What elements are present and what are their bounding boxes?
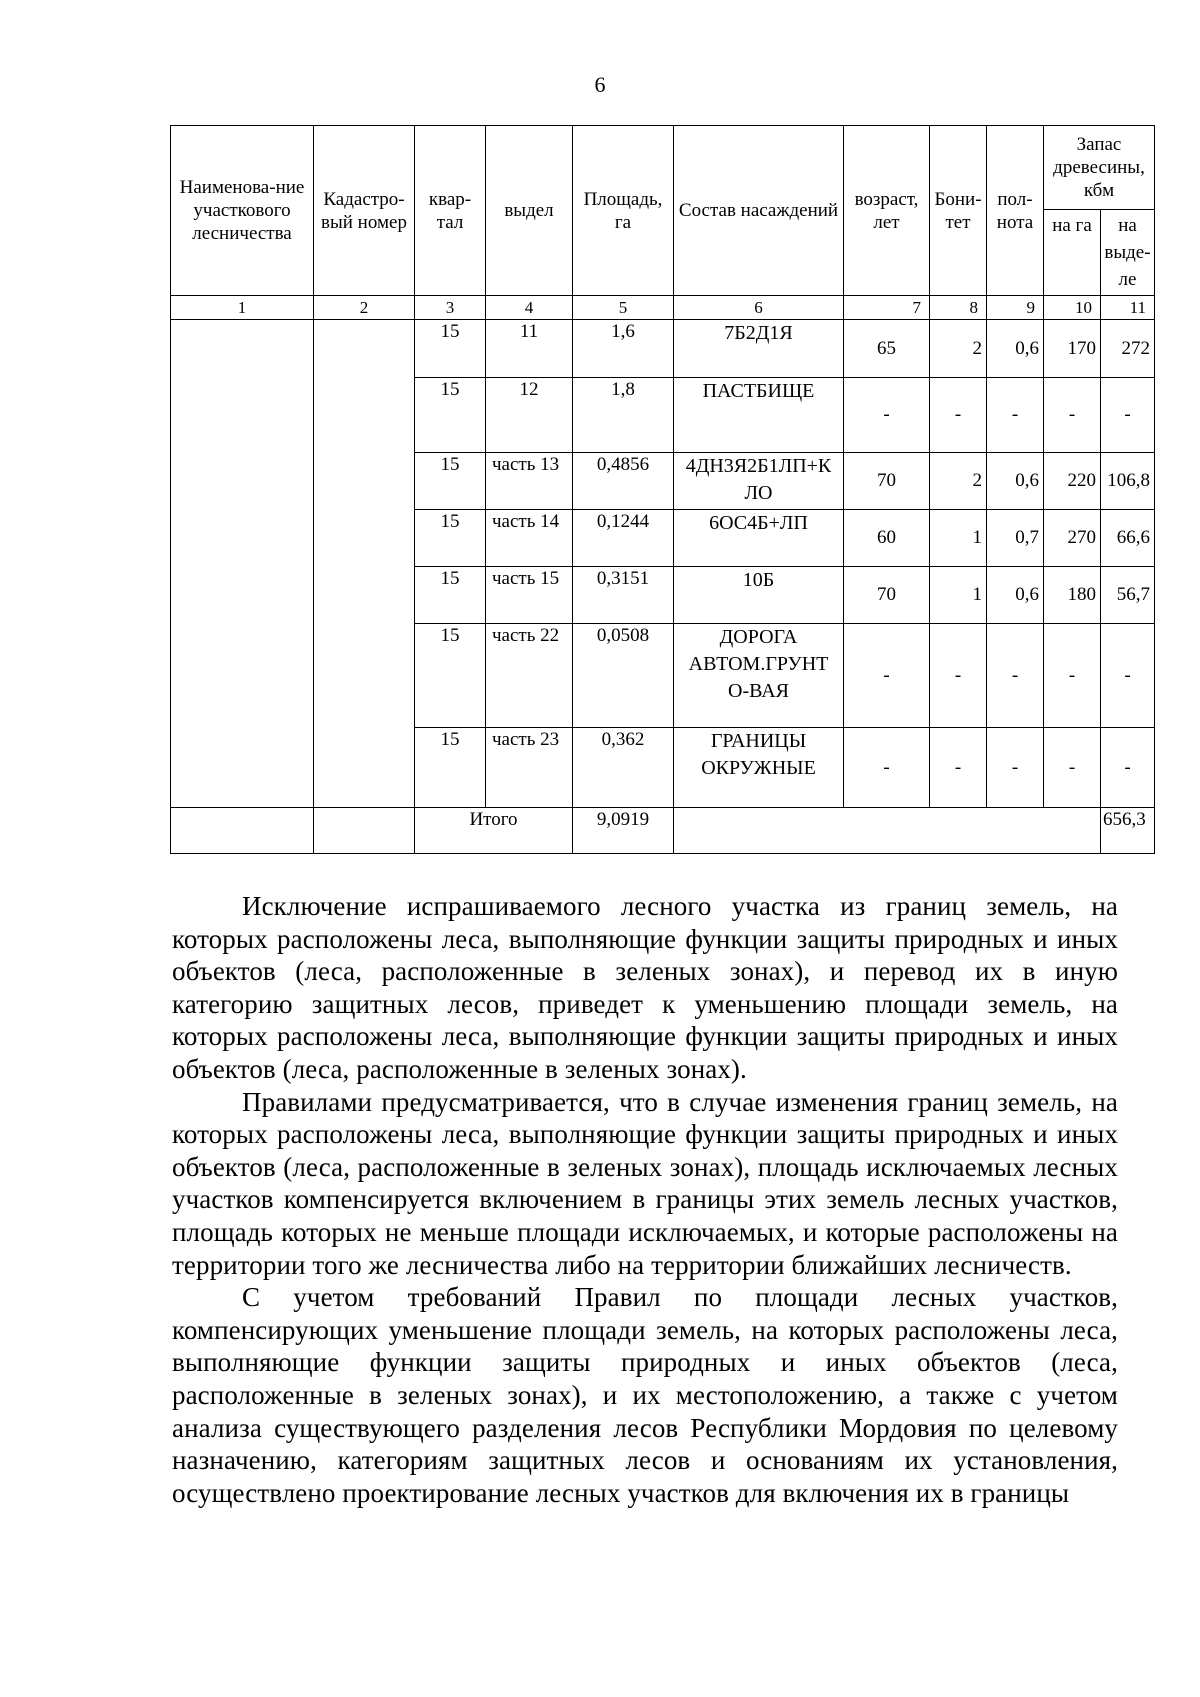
age-cell: 65 [844, 320, 930, 378]
polnota-cell: - [987, 378, 1044, 453]
polnota-cell: 0,7 [987, 510, 1044, 567]
col-number: 3 [415, 296, 486, 320]
stock-vydel-cell: 66,6 [1101, 510, 1155, 567]
stock-ha-cell: - [1044, 378, 1101, 453]
composition-cell: ДОРОГА АВТОМ.ГРУНТ О-ВАЯ [674, 624, 844, 728]
vydel-cell: часть 15 [486, 567, 573, 624]
paragraph: Правилами предусматривается, что в случае изменения границ земель, на которых расположены леса, выполняющие функции защиты природных и иных объектов (леса, расположенные в зеленых зонах), площадь исключаемых лесных участков компенсируется включением в границы этих земель лесных участков, площадь которых не меньше площади исключаемых, и которые расположены на территории того же лесничества либо на территории ближайших лесничеств. [172, 1086, 1118, 1280]
col-number: 1 [171, 296, 314, 320]
total-row [171, 808, 1155, 854]
polnota-cell: 0,6 [987, 567, 1044, 624]
header-age: возраст, лет [844, 126, 930, 296]
kvartal-cell: 15 [415, 510, 486, 567]
table-row [171, 320, 1155, 378]
total-stock: 656,3 [1101, 808, 1155, 854]
paragraph: С учетом требований Правил по площади лесных участков, компенсирующих уменьшение площади земель, на которых расположены леса, выполняющие функции защиты природных и иных объектов (леса, расположенные в зеленых зонах), и их местоположению, а также с учетом анализа существующего разделения лесов Республики Мордовия по целевому назначению, категориям защитных лесов и основаниям их установления, осуществлено проектирование лесных участков для включения их в границы [172, 1282, 1118, 1508]
vydel-cell: 12 [486, 378, 573, 453]
stock-ha-cell: 170 [1044, 320, 1101, 378]
total-empty-cell [171, 808, 314, 854]
composition-cell: 7Б2Д1Я [674, 320, 844, 378]
stock-vydel-cell: - [1101, 378, 1155, 453]
age-cell: 70 [844, 567, 930, 624]
bonitet-cell: - [930, 728, 987, 808]
age-cell: - [844, 728, 930, 808]
composition-cell: 10Б [674, 567, 844, 624]
kvartal-cell: 15 [415, 728, 486, 808]
page-number: 6 [594, 72, 606, 97]
col-number: 11 [1101, 296, 1155, 320]
polnota-cell: 0,6 [987, 453, 1044, 510]
polnota-cell: - [987, 624, 1044, 728]
stock-vydel-cell: 272 [1101, 320, 1155, 378]
bonitet-cell: 1 [930, 567, 987, 624]
total-area: 9,0919 [573, 808, 674, 854]
kvartal-cell: 15 [415, 624, 486, 728]
forest-plots-table [170, 125, 1155, 854]
composition-cell: 4ДН3Я2Б1ЛП+К ЛО [674, 453, 844, 510]
stock-vydel-cell: - [1101, 624, 1155, 728]
total-empty-cell [314, 808, 415, 854]
bonitet-cell: - [930, 378, 987, 453]
col-number: 6 [674, 296, 844, 320]
bonitet-cell: - [930, 624, 987, 728]
col-number: 10 [1044, 296, 1101, 320]
cadastral-number-cell [314, 320, 415, 808]
forestry-name-cell [171, 320, 314, 808]
age-cell: 60 [844, 510, 930, 567]
stock-vydel-cell: - [1101, 728, 1155, 808]
age-cell: 70 [844, 453, 930, 510]
kvartal-cell: 15 [415, 453, 486, 510]
area-cell: 1,6 [573, 320, 674, 378]
polnota-cell: - [987, 728, 1044, 808]
header-stock-per-ha: на га [1044, 210, 1101, 296]
bonitet-cell: 2 [930, 320, 987, 378]
age-cell: - [844, 624, 930, 728]
col-number: 5 [573, 296, 674, 320]
area-cell: 0,362 [573, 728, 674, 808]
col-number: 7 [844, 296, 930, 320]
area-cell: 0,1244 [573, 510, 674, 567]
body-text [172, 890, 1118, 1509]
kvartal-cell: 15 [415, 320, 486, 378]
vydel-cell: часть 22 [486, 624, 573, 728]
col-number: 2 [314, 296, 415, 320]
stock-vydel-cell: 56,7 [1101, 567, 1155, 624]
area-cell: 0,0508 [573, 624, 674, 728]
area-cell: 0,4856 [573, 453, 674, 510]
header-polnota: пол-нота [987, 126, 1044, 296]
header-vydel: выдел [486, 126, 573, 296]
col-number: 9 [987, 296, 1044, 320]
polnota-cell: 0,6 [987, 320, 1044, 378]
vydel-cell: часть 13 [486, 453, 573, 510]
vydel-cell: часть 23 [486, 728, 573, 808]
header-forestry-name: Наименова-ние участкового лесничества [171, 126, 314, 296]
stock-ha-cell: 270 [1044, 510, 1101, 567]
header-kvartal: квар-тал [415, 126, 486, 296]
vydel-cell: часть 14 [486, 510, 573, 567]
header-cadastral-number: Кадастро-вый номер [314, 126, 415, 296]
bonitet-cell: 2 [930, 453, 987, 510]
composition-cell: ГРАНИЦЫ ОКРУЖНЫЕ [674, 728, 844, 808]
column-numbers-row [171, 296, 1155, 320]
stock-ha-cell: 220 [1044, 453, 1101, 510]
stock-ha-cell: - [1044, 728, 1101, 808]
header-area: Площадь, га [573, 126, 674, 296]
total-empty-cell [674, 808, 1101, 854]
header-composition: Состав насаждений [674, 126, 844, 296]
header-timber-stock: Запас древесины, кбм [1044, 126, 1155, 210]
stock-vydel-cell: 106,8 [1101, 453, 1155, 510]
stock-ha-cell: 180 [1044, 567, 1101, 624]
age-cell: - [844, 378, 930, 453]
composition-cell: 6ОС4Б+ЛП [674, 510, 844, 567]
total-label: Итого [415, 808, 573, 854]
header-bonitet: Бони-тет [930, 126, 987, 296]
kvartal-cell: 15 [415, 567, 486, 624]
col-number: 4 [486, 296, 573, 320]
vydel-cell: 11 [486, 320, 573, 378]
kvartal-cell: 15 [415, 378, 486, 453]
col-number: 8 [930, 296, 987, 320]
stock-ha-cell: - [1044, 624, 1101, 728]
header-stock-per-vydel: на выде-ле [1101, 210, 1155, 296]
bonitet-cell: 1 [930, 510, 987, 567]
paragraph: Исключение испрашиваемого лесного участка из границ земель, на которых расположены леса, выполняющие функции защиты природных и иных объектов (леса, расположенные в зеленых зонах), и перевод их в иную категорию защитных лесов, приведет к уменьшению площади земель, на которых расположены леса, выполняющие функции защиты природных и иных объектов (леса, расположенные в зеленых зонах). [172, 891, 1118, 1084]
area-cell: 0,3151 [573, 567, 674, 624]
composition-cell: ПАСТБИЩЕ [674, 378, 844, 453]
area-cell: 1,8 [573, 378, 674, 453]
